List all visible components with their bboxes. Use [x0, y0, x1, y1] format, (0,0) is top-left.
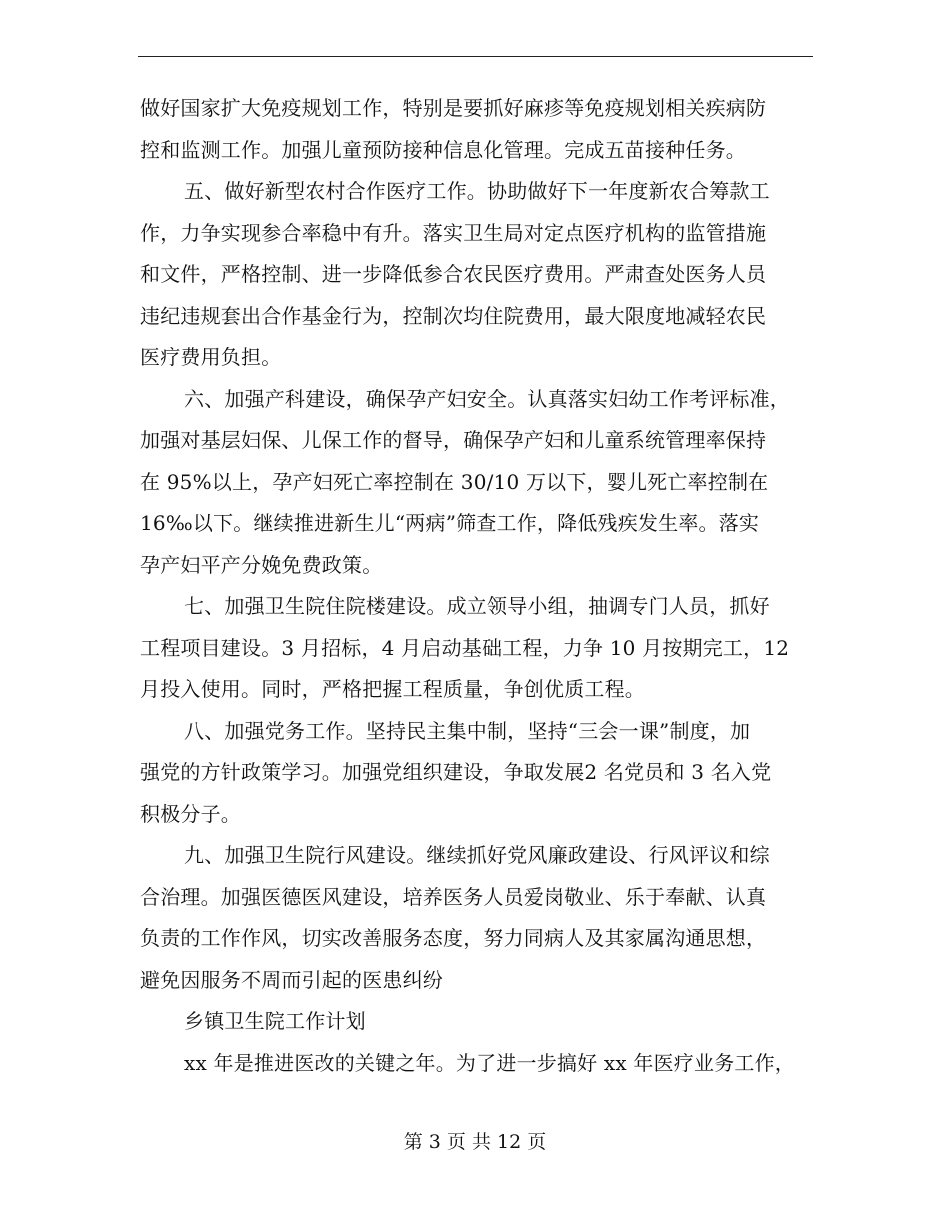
section-heading: 乡镇卫生院工作计划: [184, 1009, 366, 1033]
text-line: 做好国家扩大免疫规划工作，特别是要抓好麻疹等免疫规划相关疾病防: [140, 96, 767, 120]
text-line: 控和监测工作。加强儿童预防接种信息化管理。完成五苗接种任务。: [140, 137, 746, 162]
text-line: xx 年是推进医改的关键之年。为了进一步搞好 xx 年医疗业务工作，: [184, 1050, 795, 1075]
text-line: 合治理。加强医德医风建设，培养医务人员爱岗敬业、乐于奉献、认真: [140, 884, 767, 909]
text-line: 月投入使用。同时，严格把握工程质量，争创优质工程。: [140, 677, 645, 701]
text-line: 积极分子。: [140, 801, 241, 826]
header-rule: [138, 56, 813, 57]
text-line: 五、做好新型农村合作医疗工作。协助做好下一年度新农合筹款工: [184, 179, 770, 203]
text-line: 避免因服务不周而引起的医患纠纷: [140, 967, 443, 992]
text-line: 八、加强党务工作。坚持民主集中制，坚持“三会一课”制度，加: [184, 718, 751, 743]
page-number: 第 3 页 共 12 页: [403, 1131, 547, 1153]
text-line: 孕产妇平产分娩免费政策。: [140, 552, 383, 577]
text-line: 作，力争实现参合率稳中有升。落实卫生局对定点医疗机构的监管措施: [140, 220, 767, 245]
text-line: 强党的方针政策学习。加强党组织建设，争取发展2 名党员和 3 名入党: [140, 760, 772, 784]
text-line: 违纪违规套出合作基金行为，控制次均住院费用，最大限度地减轻农民: [140, 303, 767, 328]
text-line: 医疗费用负担。: [140, 345, 282, 369]
text-line: 加强对基层妇保、儿保工作的督导，确保孕产妇和儿童系统管理率保持: [140, 428, 767, 452]
text-line: 九、加强卫生院行风建设。继续抓好党风廉政建设、行风评议和综: [184, 843, 770, 867]
text-line: 六、加强产科建设，确保孕产妇安全。认真落实妇幼工作考评标准，: [184, 386, 790, 411]
text-line: 七、加强卫生院住院楼建设。成立领导小组，抽调专门人员，抓好: [184, 594, 770, 618]
text-line: 16‰以下。继续推进新生儿“两病”筛查工作，降低残疾发生率。落实: [140, 511, 760, 535]
text-line: 和文件，严格控制、进一步降低参合农民医疗费用。严肃查处医务人员: [140, 262, 767, 286]
text-line: 负责的工作作风，切实改善服务态度，努力同病人及其家属沟通思想，: [140, 926, 767, 950]
text-line: 工程项目建设。3 月招标，4 月启动基础工程，力争 10 月按期完工，12: [140, 635, 790, 660]
document-body: [140, 88, 816, 1084]
text-line: 在 95%以上，孕产妇死亡率控制在 30/10 万以下，婴儿死亡率控制在: [140, 469, 769, 494]
